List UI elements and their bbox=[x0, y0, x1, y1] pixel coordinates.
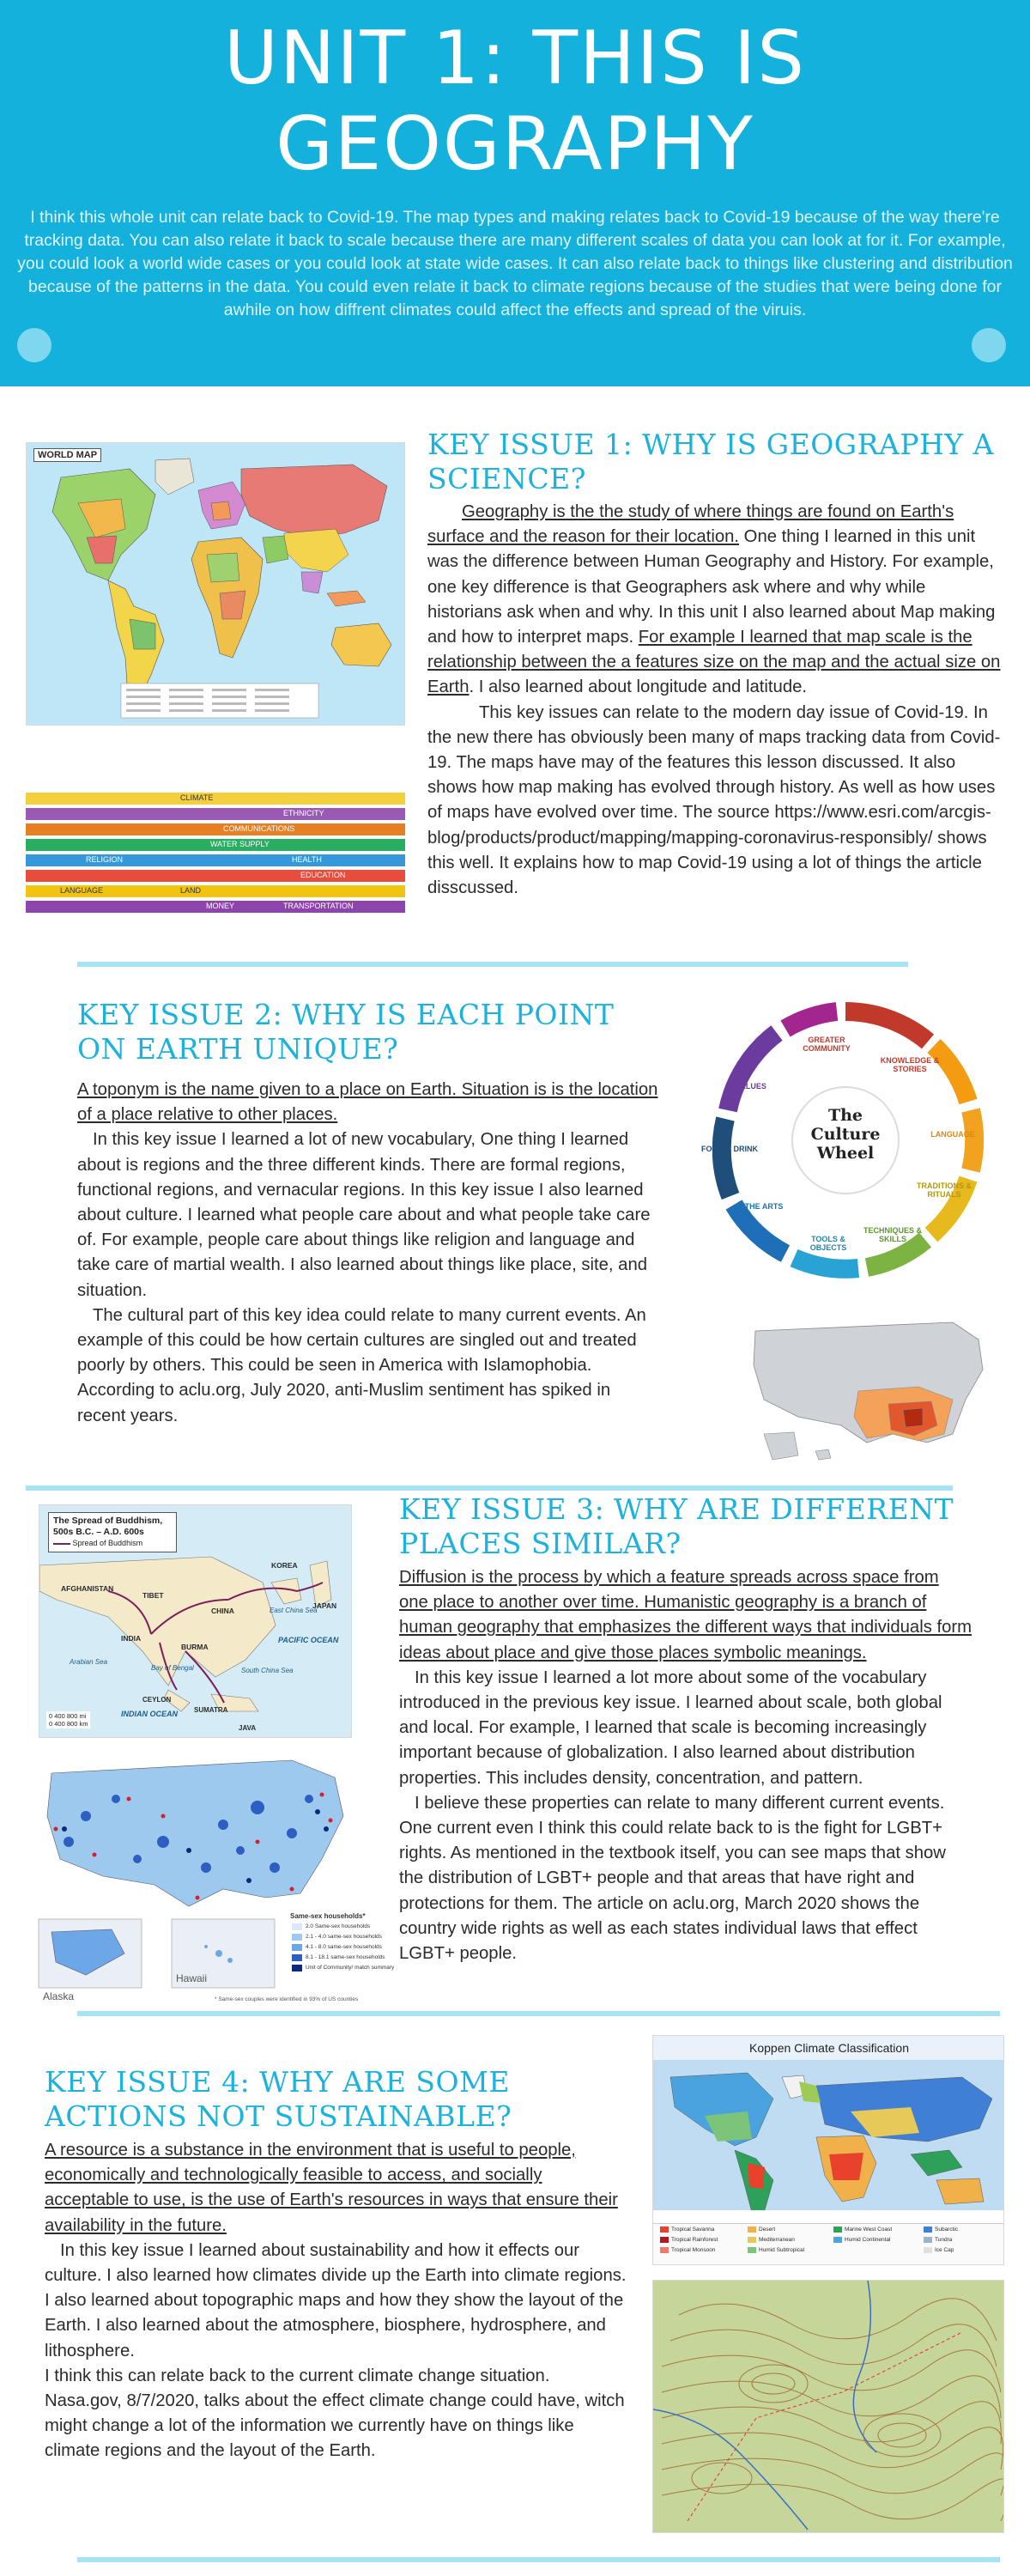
key-issue-1-heading: KEY ISSUE 1: WHY IS GEOGRAPHY A SCIENCE? bbox=[427, 428, 994, 495]
place-ceylon: CEYLON bbox=[142, 1696, 172, 1704]
place-indian-ocean: INDIAN OCEAN bbox=[121, 1710, 179, 1718]
culture-wheel-center bbox=[794, 1106, 897, 1163]
spread-of-buddhism-map bbox=[39, 1504, 352, 1738]
decorative-dot-left bbox=[17, 328, 52, 362]
world-map-label: WORLD MAP bbox=[33, 448, 101, 462]
page-title bbox=[0, 15, 1030, 187]
topographic-map-image bbox=[652, 2280, 1004, 2533]
alaska-label: Alaska bbox=[43, 1990, 75, 2002]
wheel-segment-greater-community: GREATER COMMUNITY bbox=[803, 1036, 851, 1053]
koppen-legend-6: Humid Subtropical bbox=[748, 2247, 804, 2253]
buddhism-legend-text: Spread of Buddhism bbox=[72, 1539, 143, 1547]
key-issue-1-text bbox=[427, 500, 1001, 901]
culture-elements-image bbox=[26, 786, 405, 919]
wheel-center-line-3: Wheel bbox=[816, 1144, 875, 1163]
koppen-legend-8: Humid Continental bbox=[833, 2237, 890, 2243]
key-issue-4-para2: I think this can relate back to the current climate change situation. Nasa.gov, 8/7/2020, talks about the effect climate change could have, witch might change a lot of the information we currently have on things like climate regions and the layout of the Earth. bbox=[45, 2366, 625, 2461]
world-map-image bbox=[26, 442, 405, 726]
place-arabian-sea: Arabian Sea bbox=[70, 1658, 108, 1666]
wheel-segment-techniques: TECHNIQUES & SKILLS bbox=[863, 1226, 922, 1243]
culture-label-water-supply: WATER SUPPLY bbox=[210, 840, 270, 848]
header-banner bbox=[0, 0, 1030, 386]
buddhism-map-title bbox=[48, 1512, 177, 1552]
culture-label-health: HEALTH bbox=[292, 855, 322, 864]
key-issue-3-para2: I believe these properties can relate to many different current events. One current even I think this could relate back to is the fight for LGBT+ rights. As mentioned in the textbook itself, you can see maps that show the distribution of LGBT+ people and that areas that have right and protections for them. The article on aclu.org, March 2020 shows the country wide rights as well as each states individual laws that effect LGBT+ people. bbox=[399, 1793, 946, 1964]
wheel-segment-arts: THE ARTS bbox=[744, 1202, 784, 1211]
usmap-legend-item-1: 2.0 Same-sex households bbox=[306, 1923, 371, 1929]
buddhism-map-scale bbox=[46, 1711, 90, 1728]
key-issue-1-para1a: One thing I learned in this unit was the difference between Human Geography and History. For example, one key difference is that Geographers ask where and why while historians ask when and why. In this unit I also learned about Map making and how to interpret maps. bbox=[427, 527, 996, 647]
key-issue-1-scale-definition: For example I learned that map scale is the relationship between the a features size on the map and the actual size on Earth bbox=[427, 628, 1001, 697]
decorative-dot-right bbox=[972, 328, 1006, 362]
place-afghanistan: AFGHANISTAN bbox=[61, 1584, 114, 1593]
culture-wheel-image bbox=[682, 977, 1009, 1303]
title-line-1: UNIT 1: THIS IS bbox=[224, 15, 806, 101]
key-issue-3-para1: In this key issue I learned a lot more about some of the vocabulary introduced in the previous key issue. I learned about scale, both global and local. For example, I learned that scale is becoming increasingly important because of globalization. I also learned about distribution properties. This includes density, concentration, and pattern. bbox=[399, 1668, 942, 1788]
koppen-legend-7: Marine West Coast bbox=[833, 2227, 892, 2233]
scale-mi-800: 800 mi bbox=[66, 1712, 87, 1720]
usmap-legend-item-3: 4.1 - 8.0 same-sex households bbox=[306, 1944, 382, 1950]
key-issue-2-definition: A toponym is the name given to a place on Earth. Situation is is the location of a place relative to other places. bbox=[77, 1080, 658, 1125]
place-east-china-sea: East China Sea bbox=[270, 1607, 318, 1614]
usmap-legend-item-2: 2.1 - 4.0 same-sex households bbox=[306, 1934, 382, 1940]
culture-label-education: EDUCATION bbox=[300, 871, 346, 879]
culture-label-religion: RELIGION bbox=[86, 855, 124, 864]
place-china: CHINA bbox=[211, 1607, 234, 1615]
koppen-legend-5: Mediterranean bbox=[748, 2237, 795, 2243]
place-bay-of-bengal: Bay of Bengal bbox=[151, 1664, 194, 1672]
koppen-legend-3: Tropical Monsoon bbox=[660, 2247, 715, 2253]
key-issue-4-heading: KEY ISSUE 4: WHY ARE SOME ACTIONS NOT SUSTAINABLE? bbox=[45, 2065, 512, 2133]
key-issue-2-para1: In this key issue I learned a lot of new vocabulary, One thing I learned about is regions and the three different kinds. There are formal regions, functional regions, and vernacular regions. In this key issue I also learned about culture. I learned what people care about and what people take care of. For example, people care about things like religion and language and take care of martial wealth. I also learned about things like place, site, and situation. bbox=[77, 1130, 651, 1300]
key-issue-3-text bbox=[399, 1565, 972, 1966]
koppen-legend-1: Tropical Savanna bbox=[660, 2227, 714, 2233]
wheel-center-line-2: Culture bbox=[810, 1125, 881, 1144]
place-java: JAVA bbox=[239, 1724, 257, 1732]
key-issue-4-text bbox=[45, 2138, 628, 2464]
koppen-legend-10: Tundra bbox=[924, 2237, 952, 2243]
place-japan: JAPAN bbox=[312, 1601, 337, 1610]
wheel-segment-knowledge: KNOWLEDGE & STORIES bbox=[880, 1056, 940, 1073]
wheel-segment-food: FOOD & DRINK bbox=[701, 1145, 758, 1153]
wheel-segment-values: VALUES bbox=[736, 1082, 766, 1091]
key-issue-1-para1b: . I also learned about longitude and latitude. bbox=[469, 677, 808, 697]
scale-mi-400: 400 bbox=[54, 1712, 65, 1720]
section-divider-3 bbox=[77, 2011, 1000, 2016]
koppen-title: Koppen Climate Classification bbox=[749, 2041, 909, 2055]
place-pacific-ocean: PACIFIC OCEAN bbox=[278, 1636, 339, 1644]
key-issue-2-heading: KEY ISSUE 2: WHY IS EACH POINT ON EARTH UNIQUE? bbox=[77, 998, 615, 1066]
same-sex-households-map bbox=[34, 1747, 408, 2005]
usmap-legend-item-4: 8.1 - 18.1 same-sex households bbox=[306, 1954, 385, 1960]
intro-paragraph: I think this whole unit can relate back to Covid-19. The map types and making relates back to Covid-19 because of the way there're tracking data. You can also relate it back to scale because there are many different scales of data you can look at for it. For example, you could look a world wide cases or you could look at state wide cases. It can also relate back to things like clustering and distribution because of the patterns in the data. You could even relate it back to climate regions because of the studies that were being done for awhile on how diffrent climates could affect the effects and spread of the viruis. bbox=[17, 208, 1013, 319]
place-tibet: TIBET bbox=[142, 1591, 164, 1600]
scale-km-800: 800 km bbox=[66, 1720, 88, 1728]
wheel-segment-tools: TOOLS & OBJECTS bbox=[809, 1235, 847, 1252]
key-issue-2-text bbox=[77, 1078, 661, 1429]
usmap-footnote: * Same-sex couples were identified in 93% of US counties bbox=[215, 1996, 359, 2002]
culture-label-money: MONEY bbox=[206, 902, 235, 910]
wheel-segment-language: LANGUAGE bbox=[930, 1130, 975, 1139]
culture-label-communications: COMMUNICATIONS bbox=[223, 824, 295, 833]
section-divider-1 bbox=[77, 962, 908, 967]
buddhism-title-text: The Spread of Buddhism, 500s B.C. – A.D. 600s bbox=[53, 1516, 163, 1537]
place-burma: BURMA bbox=[181, 1643, 209, 1651]
koppen-legend-11: Ice Cap bbox=[924, 2247, 954, 2253]
scale-km-400: 400 bbox=[54, 1720, 65, 1728]
title-line-2: GEOGRAPHY bbox=[276, 101, 754, 187]
section-divider-2 bbox=[26, 1485, 953, 1491]
key-issue-1-para2: This key issues can relate to the modern day issue of Covid-19. In the new there has obviously been many of maps tracking data from Covid-19. The maps have may of the features this lesson discussed. It also shows how map making has evolved through history. As well as how uses of maps have evolved over time. The source https://www.esri.com/arcgis-blog/products/product/mapping/mapping-coronavirus-responsibly/ shows this well. It explains how to map Covid-19 using a lot of things the article disscussed. bbox=[427, 702, 1001, 898]
koppen-legend-9: Subarctic bbox=[924, 2227, 958, 2233]
section-divider-4 bbox=[77, 2557, 1000, 2562]
culture-label-land: LAND bbox=[180, 886, 202, 895]
culture-label-language: LANGUAGE bbox=[60, 886, 104, 895]
culture-label-transportation: TRANSPORTATION bbox=[283, 902, 354, 910]
usmap-legend-item-5: Unit of Community/ match summary bbox=[306, 1965, 395, 1971]
wheel-segment-traditions: TRADITIONS & RITUALS bbox=[917, 1182, 972, 1199]
key-issue-1-definition: Geography is the the study of where things are found on Earth's surface and the reason for their location. bbox=[427, 502, 954, 547]
culture-label-ethnicity: ETHNICITY bbox=[283, 809, 324, 817]
key-issue-3-definition: Diffusion is the process by which a feature spreads across space from one place to another over time. Humanistic geography is a branch of human geography that emphasizes the different ways that individuals form ideas about place and give those places symbolic meanings. bbox=[399, 1568, 972, 1662]
scale-mi-0: 0 bbox=[49, 1712, 53, 1720]
usmap-legend-title: Same-sex households* bbox=[290, 1912, 366, 1920]
us-choropleth-map-image bbox=[747, 1305, 996, 1477]
koppen-legend-4: Desert bbox=[748, 2227, 775, 2233]
place-sumatra: SUMATRA bbox=[194, 1706, 228, 1714]
place-south-china-sea: South China Sea bbox=[241, 1667, 294, 1674]
koppen-legend-2: Tropical Rainforest bbox=[660, 2237, 718, 2243]
scale-km-0: 0 bbox=[49, 1720, 53, 1728]
hawaii-label: Hawaii bbox=[176, 1972, 208, 1984]
wheel-center-line-1: The bbox=[827, 1106, 863, 1125]
key-issue-3-heading: KEY ISSUE 3: WHY ARE DIFFERENT PLACES SIMILAR? bbox=[399, 1492, 954, 1560]
place-india: INDIA bbox=[121, 1634, 142, 1643]
culture-label-climate: CLIMATE bbox=[180, 793, 214, 802]
key-issue-4-para1: In this key issue I learned about sustainability and how it effects our culture. I also learned how climates divide up the Earth into climate regions. I also learned about topographic maps and how they show the layout of the Earth. I also learned about the atmosphere, biosphere, hydrosphere, and lithosphere. bbox=[45, 2240, 627, 2360]
key-issue-4-definition: A resource is a substance in the environment that is useful to people, economically and technologically feasible to access, and socially acceptable to use, is the use of Earth's resources in ways that ensure their availability in the future. bbox=[45, 2141, 618, 2235]
key-issue-2-para2: The cultural part of this key idea could relate to many current events. An example of this could be how certain cultures are singled out and treated poorly by others. This could be seen in America with Islamophobia. According to aclu.org, July 2020, anti-Muslim sentiment has spiked in recent years. bbox=[77, 1305, 646, 1425]
koppen-climate-map bbox=[652, 2035, 1004, 2265]
place-korea: KOREA bbox=[271, 1561, 298, 1570]
